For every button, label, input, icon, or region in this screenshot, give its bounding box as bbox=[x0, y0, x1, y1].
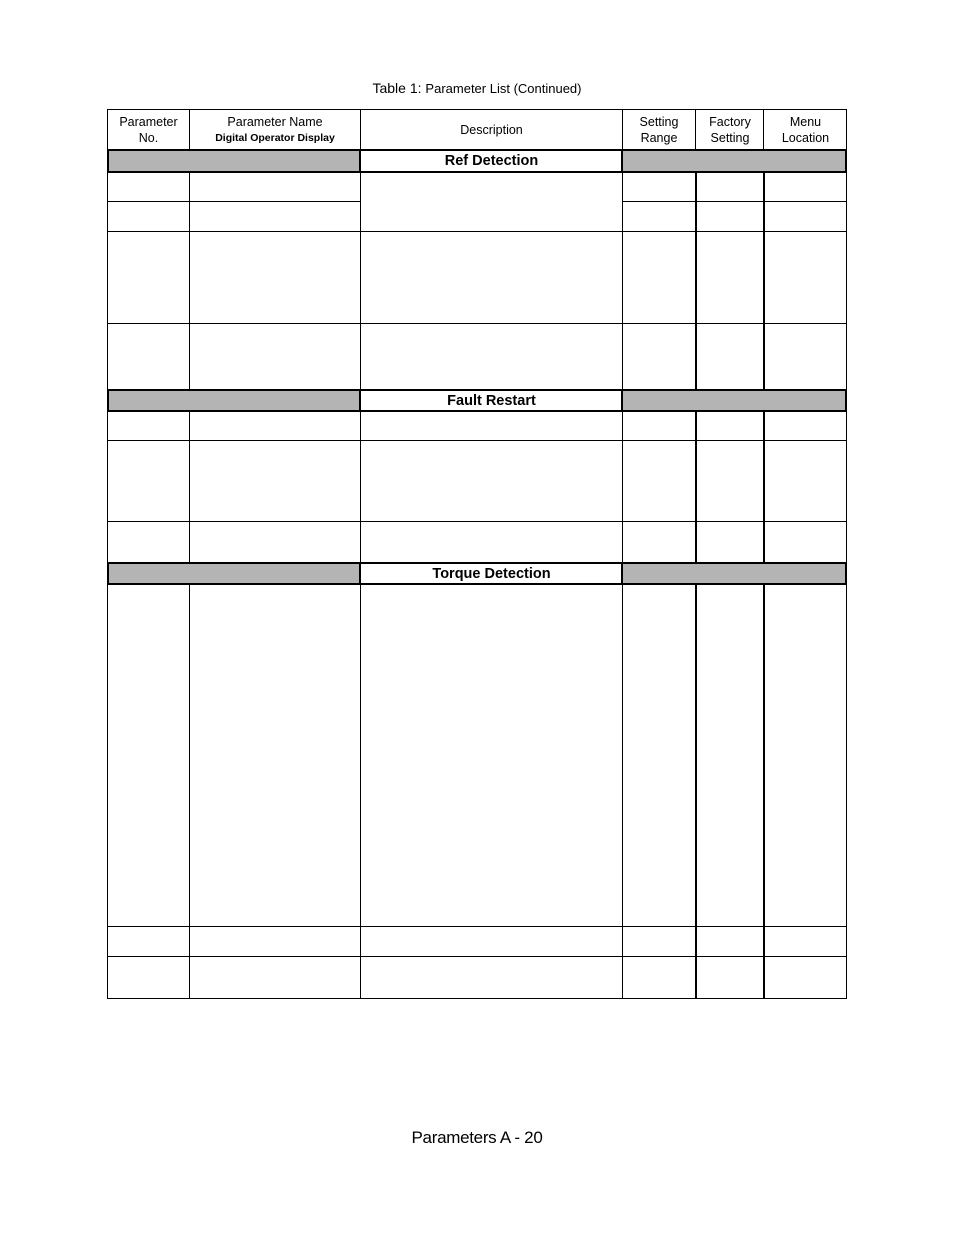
section-rule bbox=[621, 149, 623, 173]
row-divider bbox=[107, 201, 361, 202]
grid-line bbox=[763, 412, 765, 562]
table-border-bottom bbox=[107, 998, 847, 999]
grid-line bbox=[622, 412, 623, 562]
row-divider bbox=[622, 201, 847, 202]
header-factory-setting bbox=[697, 110, 763, 150]
header-factory-setting-line1: Factory bbox=[709, 115, 751, 129]
table-border-left bbox=[107, 109, 108, 999]
header-parameter-no-line2: No. bbox=[138, 131, 159, 145]
row-divider bbox=[107, 956, 847, 957]
grid-line bbox=[189, 173, 190, 389]
section-rule bbox=[107, 149, 109, 173]
grid-line bbox=[189, 412, 190, 562]
section-fill-right bbox=[623, 150, 846, 172]
section-rule bbox=[359, 562, 361, 585]
section-title-torque-detection: Torque Detection bbox=[432, 565, 551, 582]
section-rule bbox=[107, 171, 847, 173]
header-parameter-no-line1: Parameter bbox=[119, 115, 178, 129]
section-rule bbox=[107, 583, 847, 585]
section-rule bbox=[845, 389, 847, 412]
row-divider bbox=[107, 231, 847, 232]
row-divider bbox=[107, 521, 847, 522]
grid-line bbox=[695, 412, 697, 562]
section-title-fault-restart: Fault Restart bbox=[447, 392, 536, 409]
section-rule bbox=[107, 149, 847, 151]
header-parameter-name-label: Parameter Name bbox=[227, 115, 323, 129]
header-factory-setting-line2: Setting bbox=[710, 131, 750, 145]
section-rule bbox=[107, 389, 847, 391]
header-parameter-name bbox=[190, 110, 360, 150]
row-divider bbox=[107, 323, 847, 324]
section-rule bbox=[359, 389, 361, 412]
section-rule bbox=[107, 410, 847, 412]
grid-line bbox=[622, 173, 623, 389]
header-description-label: Description bbox=[460, 123, 523, 137]
header-menu-location bbox=[765, 110, 846, 150]
grid-line bbox=[360, 412, 361, 562]
caption-prefix: Table 1: bbox=[372, 80, 426, 96]
grid-line bbox=[360, 585, 361, 998]
grid-line bbox=[763, 109, 764, 150]
section-rule bbox=[359, 149, 361, 173]
section-fill-left bbox=[108, 390, 360, 411]
section-rule bbox=[107, 389, 109, 412]
row-divider bbox=[107, 440, 847, 441]
grid-line bbox=[360, 109, 361, 150]
header-parameter-no bbox=[108, 110, 189, 150]
section-fill-left bbox=[108, 150, 360, 172]
grid-line bbox=[189, 109, 190, 150]
section-rule bbox=[845, 149, 847, 173]
grid-line bbox=[622, 585, 623, 998]
caption-title: Parameter List (Continued) bbox=[425, 81, 582, 96]
header-setting-range-line1: Setting bbox=[639, 115, 679, 129]
header-parameter-name-sub: Digital Operator Display bbox=[215, 132, 335, 144]
table-border-right bbox=[846, 109, 847, 999]
table-caption bbox=[0, 80, 954, 96]
section-rule bbox=[107, 562, 109, 585]
header-setting-range bbox=[623, 110, 695, 150]
header-menu-location-line2: Location bbox=[781, 131, 830, 145]
table-border-top bbox=[107, 109, 847, 110]
header-setting-range-line2: Range bbox=[640, 131, 678, 145]
grid-line bbox=[695, 109, 696, 150]
header-description bbox=[361, 110, 622, 150]
grid-line bbox=[763, 585, 765, 998]
page-footer: Parameters A - 20 bbox=[411, 1128, 543, 1147]
grid-line bbox=[763, 173, 765, 389]
section-title-ref-detection: Ref Detection bbox=[444, 153, 539, 169]
section-fill-right bbox=[623, 563, 846, 584]
grid-line bbox=[360, 173, 361, 389]
section-rule bbox=[621, 389, 623, 412]
grid-line bbox=[695, 585, 697, 998]
grid-line bbox=[189, 585, 190, 998]
grid-line bbox=[622, 109, 623, 150]
section-rule bbox=[621, 562, 623, 585]
grid-line bbox=[695, 173, 697, 389]
row-divider bbox=[107, 926, 847, 927]
section-rule bbox=[845, 562, 847, 585]
section-fill-right bbox=[623, 390, 846, 411]
section-fill-left bbox=[108, 563, 360, 584]
section-rule bbox=[107, 562, 847, 564]
header-menu-location-line1: Menu bbox=[789, 115, 822, 129]
